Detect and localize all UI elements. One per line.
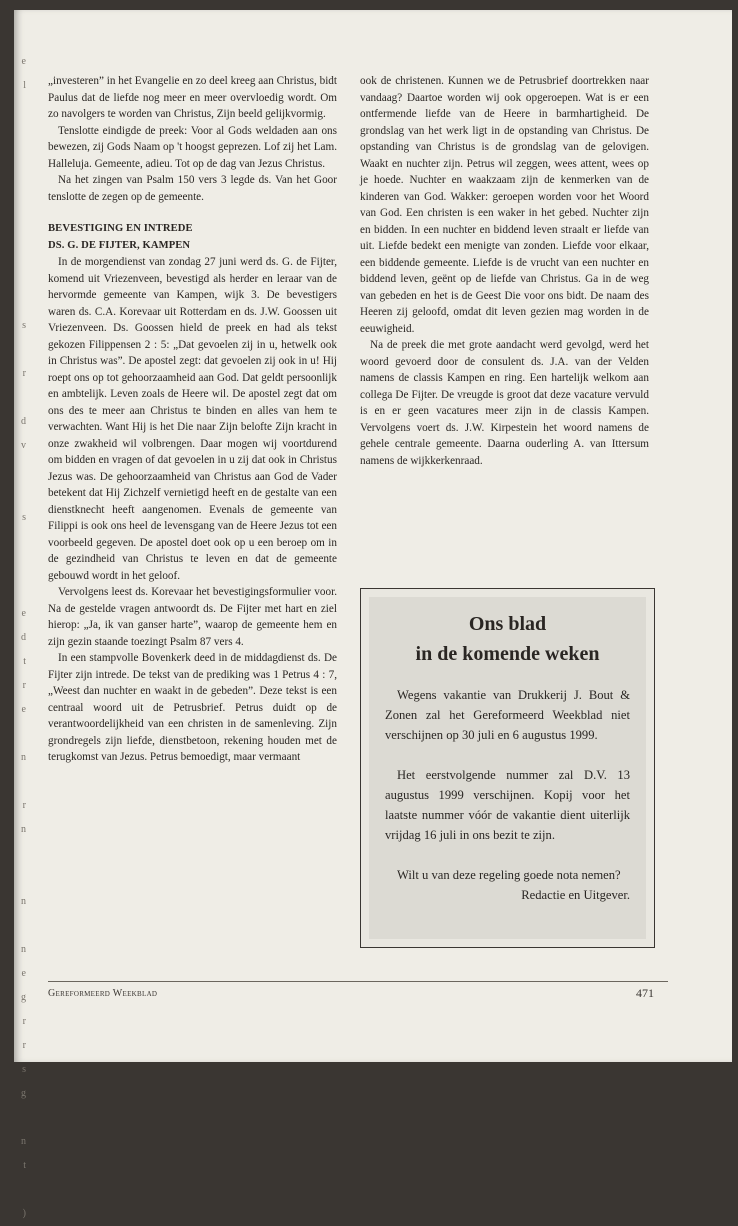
notice-title-line2: in de komende weken	[415, 643, 600, 665]
body-paragraph: „investeren” in het Evangelie en zo deel kreeg aan Christus, bidt Paulus dat de liefde nog meer en meer overvloedig wordt. Om zo navolgers te worden van Christus, Zijn beeld gelijkvormig.	[48, 75, 337, 120]
left-column	[48, 73, 337, 766]
section-heading: BEVESTIGING EN INTREDE	[48, 223, 193, 234]
body-paragraph: Tenslotte eindigde de preek: Voor al Gods weldaden aan ons bewezen, zij Gods Naam op 't hoogst geprezen. Lof zij het Lam. Halleluja. Gemeente, adieu. Tot op de dag van Jezus Christus.	[48, 124, 337, 170]
previous-page-edge: e l s r d v s e d t r e n r n n n e g r r s g n t )	[21, 56, 26, 1219]
page-number: 471	[636, 986, 654, 1000]
notice-title-line1: Ons blad	[468, 613, 547, 635]
body-paragraph: ook de christenen. Kunnen we de Petrusbrief doortrekken naar vandaag? Daartoe worden wij ook opgeroepen. Wat is er een ontfermende liefde van de Heere in barmhartigheid. De grondslag van het werk ligt in de opstanding van Christus. De opstanding van Christus is de grondslag van de gelovigen. Waakt en nuchter zijn. Petrus wil zeggen, wees attent, wees op je hoede. Nuchter en waakzaam zijn de kenmerken van de kinderen van God. Wakker: geroepen worden voor het Woord van God. Een christen is een waker in het gebed. Nuchter zijn en bidden. In een nuchter en biddend leven straalt er liefde van uit. Liefde bedekt een menigte van zonden. Liefde voor elkaar, een biddende gemeente. Liefde is de vrucht van een nuchter en biddend leven, geënt op de liefde van Christus. Ga in de weg van gebeden en het is de Geest Die voor ons bidt. De naam des Heeren zij geloofd, omdat dit leven gezien mag worden in de eeuwigheid.	[360, 75, 649, 335]
body-paragraph: In de morgendienst van zondag 27 juni werd ds. G. de Fijter, komend uit Vriezenveen, bevestigd als herder en leraar van de hervormde gemeente van Kampen, wijk 3. De bevestigers waren ds. C.A. Korevaar uit Rotterdam en ds. J.W. Goossen uit Vriezenveen. Ds. Goossen hield de preek en had als tekst gekozen Filippensen 2 : 5: „Dat gevoelen zij in u, hetwelk ook in Christus was”. De apostel zegt: dat gevoelen zij ook in u! Hij roept ons op tot gehoorzaamheid aan God. Dat geldt persoonlijk en ambtelijk. Leven zoals de Heere wil. De apostel zegt dat om ons des te meer aan Christus te binden en alles van hem te verwachten. Want Hij is het Die naar Zijn belofte Zijn kracht in onze zwakheid wil volbrengen. Daar mogen wij voortdurend om bidden en vragen of dat gevoelen in u zij dat ook in Christus Jezus was. De gehoorzaamheid van Christus aan God de Vader betekent dat Hij Zichzelf vernietigd heeft en de gestalte van een dienstknecht heeft aangenomen. Evenals de gemeente van Filippi is ook ons heel de levensgang van de Heere Jezus tot een voorbeeld gegeven. De apostel doet ook op u een beroep om in de gezindheid van Christus te leven en dat de gemeente gebouwd wordt in het geloof.	[48, 256, 337, 582]
notice-paragraph-2: Het eerstvolgende nummer zal D.V. 13 augustus 1999 verschijnen. Kopij voor het laatste nummer vóór de vakantie dient uiterlijk vrijdag 16 juli in ons bezit te zijn.	[385, 768, 630, 842]
footer-publication-title: Gereformeerd Weekblad	[48, 988, 158, 999]
body-paragraph: In een stampvolle Bovenkerk deed in de middagdienst ds. De Fijter zijn intrede. De tekst van de prediking was 1 Petrus 4 : 7, „Weest dan nuchter en waakt in de gebeden”. Deze tekst is een centraal woord uit de Petrusbrief. Petrus duidt op de verantwoordelijkheid van een christen in de samenleving. Zijn grondregels zijn liefde, dienstbetoon, rekening houden met de terugkomst van Jezus. Petrus bemoedigt, maar vermaant	[48, 652, 337, 763]
body-paragraph: Na het zingen van Psalm 150 vers 3 legde ds. Van het Goor tenslotte de zegen op de gemeente.	[48, 174, 337, 203]
body-paragraph: Na de preek die met grote aandacht werd gevolgd, werd het woord gevoerd door de consulent ds. J.A. van der Velden namens de classis Kampen en ring. Een hartelijk welkom aan collega De Fijter. De vreugde is groot dat deze vacature vervuld is en er geen vacatures meer zijn in de classis Kampen. Vervolgens voert ds. J.W. Kirpestein het woord namens de gehele centrale gemeente. Daarna ouderling A. van Ittersum namens de wijkkerkenraad.	[360, 339, 649, 467]
notice-box-inner	[369, 597, 646, 939]
notice-signature: Redactie en Uitgever.	[521, 888, 630, 902]
right-column	[360, 73, 649, 469]
body-paragraph: Vervolgens leest ds. Korevaar het bevestigingsformulier voor. Na de gestelde vragen antwoordt ds. De Fijter met hart en ziel hierop: „Ja, ik van ganser harte”, waarop de gemeente hem en zijn gezin staande toezingt Psalm 87 vers 4.	[48, 586, 337, 648]
notice-paragraph-3: Wilt u van deze regeling goede nota nemen?	[397, 868, 621, 882]
section-heading: DS. G. DE FIJTER, KAMPEN	[48, 239, 191, 251]
notice-box	[360, 588, 655, 948]
document-page	[14, 10, 732, 1219]
notice-paragraph-1: Wegens vakantie van Drukkerij J. Bout & Zonen zal het Gereformeerd Weekblad niet verschijnen op 30 juli en 6 augustus 1999.	[385, 688, 630, 742]
footer-rule	[48, 981, 668, 982]
